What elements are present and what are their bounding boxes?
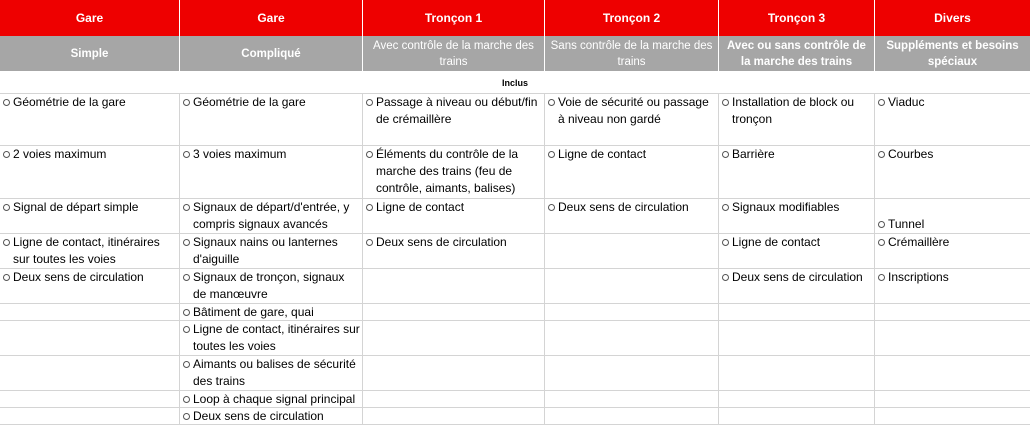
bullet-icon bbox=[878, 99, 885, 106]
bullet-icon bbox=[183, 274, 190, 281]
header-troncon-1: Tronçon 1 bbox=[363, 0, 545, 36]
header-divers: Divers bbox=[875, 0, 1030, 36]
list-item: Éléments du contrôle de la marche des trains (feu de contrôle, aimants, balises) bbox=[363, 146, 545, 199]
empty-cell bbox=[363, 269, 545, 304]
header-gare-complique: Gare bbox=[180, 0, 363, 36]
empty-cell bbox=[363, 321, 545, 356]
list-item: Signaux de tronçon, signaux de manœuvre bbox=[180, 269, 363, 304]
bullet-icon bbox=[878, 274, 885, 281]
subheader-simple: Simple bbox=[0, 36, 180, 72]
subheader-troncon-2: Sans contrôle de la marche des trains bbox=[545, 36, 719, 72]
list-item: Courbes bbox=[875, 146, 1030, 199]
subheader-complique: Compliqué bbox=[180, 36, 363, 72]
list-item: Signaux nains ou lanternes d'aiguille bbox=[180, 234, 363, 269]
empty-cell bbox=[545, 321, 719, 356]
list-item: Deux sens de circulation bbox=[363, 234, 545, 269]
empty-cell bbox=[875, 304, 1030, 321]
bullet-icon bbox=[878, 239, 885, 246]
empty-cell bbox=[719, 304, 875, 321]
empty-cell bbox=[545, 408, 719, 425]
list-item: Deux sens de circulation bbox=[0, 269, 180, 304]
bullet-icon bbox=[548, 99, 555, 106]
empty-cell bbox=[875, 391, 1030, 408]
bullet-icon bbox=[722, 274, 729, 281]
list-item: Signaux modifiables bbox=[719, 199, 875, 234]
bullet-icon bbox=[3, 274, 10, 281]
empty-cell bbox=[363, 408, 545, 425]
list-item: Ligne de contact bbox=[545, 146, 719, 199]
list-item: Installation de block ou tronçon bbox=[719, 94, 875, 146]
list-item: Ligne de contact, itinéraires sur toutes les voies bbox=[180, 321, 363, 356]
subheader-troncon-3: Avec ou sans contrôle de la marche des trains bbox=[719, 36, 875, 72]
list-item: Géométrie de la gare bbox=[0, 94, 180, 146]
bullet-icon bbox=[183, 99, 190, 106]
list-item: Ligne de contact bbox=[719, 234, 875, 269]
empty-cell bbox=[0, 391, 180, 408]
list-item: Voie de sécurité ou passage à niveau non gardé bbox=[545, 94, 719, 146]
empty-cell bbox=[875, 321, 1030, 356]
bullet-icon bbox=[366, 204, 373, 211]
subheader-divers: Suppléments et besoins spéciaux bbox=[875, 36, 1030, 72]
bullet-icon bbox=[183, 396, 190, 403]
empty-cell bbox=[875, 408, 1030, 425]
bullet-icon bbox=[3, 204, 10, 211]
bullet-icon bbox=[183, 151, 190, 158]
list-item: Barrière bbox=[719, 146, 875, 199]
bullet-icon bbox=[183, 361, 190, 368]
list-item: Passage à niveau ou début/fin de crémaillère bbox=[363, 94, 545, 146]
bullet-icon bbox=[366, 99, 373, 106]
list-item: Géométrie de la gare bbox=[180, 94, 363, 146]
empty-cell bbox=[363, 304, 545, 321]
list-item: Crémaillère bbox=[875, 234, 1030, 269]
empty-cell bbox=[719, 356, 875, 391]
empty-cell bbox=[0, 408, 180, 425]
bullet-icon bbox=[3, 99, 10, 106]
bullet-icon bbox=[183, 239, 190, 246]
empty-cell bbox=[545, 304, 719, 321]
empty-cell bbox=[0, 356, 180, 391]
list-item: 2 voies maximum bbox=[0, 146, 180, 199]
list-item: Deux sens de circulation bbox=[180, 408, 363, 425]
empty-cell bbox=[875, 356, 1030, 391]
list-item: Bâtiment de gare, quai bbox=[180, 304, 363, 321]
empty-cell bbox=[719, 321, 875, 356]
list-item: Viaduc bbox=[875, 94, 1030, 146]
empty-cell bbox=[0, 304, 180, 321]
empty-cell bbox=[363, 391, 545, 408]
list-item: Ligne de contact, itinéraires sur toutes les voies bbox=[0, 234, 180, 269]
empty-cell bbox=[719, 391, 875, 408]
bullet-icon bbox=[878, 221, 885, 228]
inclus-label: Inclus bbox=[0, 72, 1030, 94]
subheader-troncon-1: Avec contrôle de la marche des trains bbox=[363, 36, 545, 72]
bullet-icon bbox=[548, 151, 555, 158]
empty-cell bbox=[363, 356, 545, 391]
list-item: Loop à chaque signal principal bbox=[180, 391, 363, 408]
empty-cell bbox=[545, 269, 719, 304]
list-item: Tunnel bbox=[875, 199, 1030, 234]
empty-cell bbox=[545, 356, 719, 391]
list-item: Signaux de départ/d'entrée, y compris signaux avancés bbox=[180, 199, 363, 234]
list-item: Signal de départ simple bbox=[0, 199, 180, 234]
header-troncon-3: Tronçon 3 bbox=[719, 0, 875, 36]
list-item: Aimants ou balises de sécurité des trains bbox=[180, 356, 363, 391]
list-item: Ligne de contact bbox=[363, 199, 545, 234]
bullet-icon bbox=[3, 239, 10, 246]
bullet-icon bbox=[183, 309, 190, 316]
list-item: Deux sens de circulation bbox=[545, 199, 719, 234]
bullet-icon bbox=[3, 151, 10, 158]
header-troncon-2: Tronçon 2 bbox=[545, 0, 719, 36]
list-item: Inscriptions bbox=[875, 269, 1030, 304]
empty-cell bbox=[545, 391, 719, 408]
list-item: Deux sens de circulation bbox=[719, 269, 875, 304]
bullet-icon bbox=[878, 151, 885, 158]
bullet-icon bbox=[722, 239, 729, 246]
bullet-icon bbox=[366, 151, 373, 158]
bullet-icon bbox=[183, 204, 190, 211]
bullet-icon bbox=[548, 204, 555, 211]
bullet-icon bbox=[366, 239, 373, 246]
bullet-icon bbox=[183, 413, 190, 420]
empty-cell bbox=[719, 408, 875, 425]
empty-cell bbox=[0, 321, 180, 356]
bullet-icon bbox=[722, 151, 729, 158]
empty-cell bbox=[545, 234, 719, 269]
bullet-icon bbox=[722, 99, 729, 106]
bullet-icon bbox=[722, 204, 729, 211]
list-item: 3 voies maximum bbox=[180, 146, 363, 199]
bullet-icon bbox=[183, 326, 190, 333]
header-gare-simple: Gare bbox=[0, 0, 180, 36]
